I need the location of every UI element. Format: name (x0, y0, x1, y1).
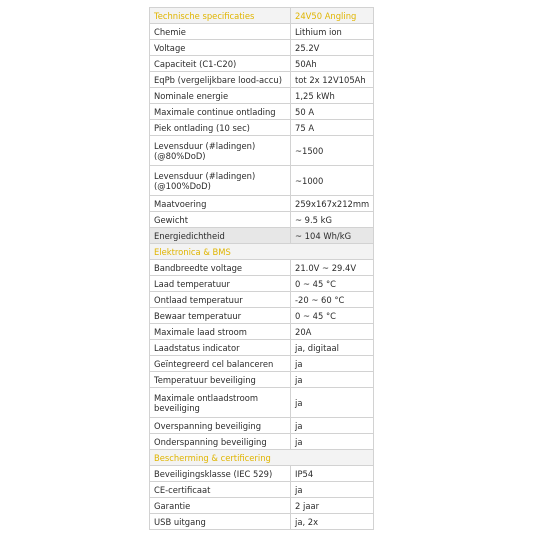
spec-value: ja, digitaal (291, 340, 374, 356)
header-value: 24V50 Angling (291, 8, 374, 24)
spec-label: CE-certificaat (150, 482, 291, 498)
spec-value: ~ 104 Wh/kG (291, 228, 374, 244)
spec-value: 0 ~ 45 °C (291, 276, 374, 292)
spec-label: Laad temperatuur (150, 276, 291, 292)
spec-label: Voltage (150, 40, 291, 56)
spec-value: 25.2V (291, 40, 374, 56)
spec-label: Energiedichtheid (150, 228, 291, 244)
spec-value: tot 2x 12V105Ah (291, 72, 374, 88)
header-label: Technische specificaties (150, 8, 291, 24)
spec-label: Nominale energie (150, 88, 291, 104)
spec-label: Laadstatus indicator (150, 340, 291, 356)
spec-row (150, 72, 374, 88)
spec-row (150, 104, 374, 120)
spec-row (150, 196, 374, 212)
spec-row (150, 88, 374, 104)
spec-row (150, 434, 374, 450)
spec-value: ja (291, 356, 374, 372)
spec-table-body (150, 8, 374, 530)
spec-row (150, 372, 374, 388)
spec-value: ja (291, 482, 374, 498)
spec-table (149, 7, 374, 530)
spec-label: Onderspanning beveiliging (150, 434, 291, 450)
spec-row (150, 418, 374, 434)
spec-row (150, 166, 374, 196)
spec-label: USB uitgang (150, 514, 291, 530)
spec-row (150, 120, 374, 136)
spec-label: Beveiligingsklasse (IEC 529) (150, 466, 291, 482)
spec-value: Lithium ion (291, 24, 374, 40)
spec-row (150, 56, 374, 72)
spec-value: ~1000 (291, 166, 374, 196)
spec-label: Gewicht (150, 212, 291, 228)
spec-value: 259x167x212mm (291, 196, 374, 212)
spec-row (150, 260, 374, 276)
section-header-row (150, 244, 374, 260)
spec-value: 75 A (291, 120, 374, 136)
spec-row (150, 514, 374, 530)
spec-label: Levensduur (#ladingen) (@100%DoD) (150, 166, 291, 196)
spec-row (150, 324, 374, 340)
spec-label: Maximale laad stroom (150, 324, 291, 340)
spec-label: Bewaar temperatuur (150, 308, 291, 324)
spec-value: 20A (291, 324, 374, 340)
spec-label: Levensduur (#ladingen) (@80%DoD) (150, 136, 291, 166)
spec-row (150, 292, 374, 308)
spec-value: ja (291, 418, 374, 434)
spec-label: Garantie (150, 498, 291, 514)
spec-row (150, 276, 374, 292)
spec-value: 0 ~ 45 °C (291, 308, 374, 324)
spec-value: 50Ah (291, 56, 374, 72)
spec-row (150, 498, 374, 514)
spec-value: ja (291, 434, 374, 450)
spec-value: -20 ~ 60 °C (291, 292, 374, 308)
spec-value: IP54 (291, 466, 374, 482)
spec-value: ja, 2x (291, 514, 374, 530)
spec-row (150, 466, 374, 482)
section-header-row (150, 450, 374, 466)
spec-value: ~ 9.5 kG (291, 212, 374, 228)
spec-label: Ontlaad temperatuur (150, 292, 291, 308)
spec-row (150, 24, 374, 40)
spec-value: 1,25 kWh (291, 88, 374, 104)
spec-label: Maximale continue ontlading (150, 104, 291, 120)
spec-label: Piek ontlading (10 sec) (150, 120, 291, 136)
spec-label: Geïntegreerd cel balanceren (150, 356, 291, 372)
spec-value: 50 A (291, 104, 374, 120)
spec-value: ~1500 (291, 136, 374, 166)
spec-label: Capaciteit (C1-C20) (150, 56, 291, 72)
spec-label: Maximale ontlaadstroom beveiliging (150, 388, 291, 418)
spec-value: 21.0V ~ 29.4V (291, 260, 374, 276)
spec-row (150, 308, 374, 324)
spec-label: Maatvoering (150, 196, 291, 212)
spec-row (150, 482, 374, 498)
spec-label: Overspanning beveiliging (150, 418, 291, 434)
spec-row (150, 388, 374, 418)
spec-label: EqPb (vergelijkbare lood-accu) (150, 72, 291, 88)
spec-value: ja (291, 372, 374, 388)
spec-label: Bandbreedte voltage (150, 260, 291, 276)
spec-row (150, 228, 374, 244)
spec-row (150, 340, 374, 356)
spec-row (150, 356, 374, 372)
spec-value: ja (291, 388, 374, 418)
spec-row (150, 136, 374, 166)
spec-label: Temperatuur beveiliging (150, 372, 291, 388)
spec-row (150, 40, 374, 56)
spec-label: Chemie (150, 24, 291, 40)
table-header-row (150, 8, 374, 24)
section-title: Elektronica & BMS (150, 244, 374, 260)
spec-row (150, 212, 374, 228)
section-title: Bescherming & certificering (150, 450, 374, 466)
spec-value: 2 jaar (291, 498, 374, 514)
